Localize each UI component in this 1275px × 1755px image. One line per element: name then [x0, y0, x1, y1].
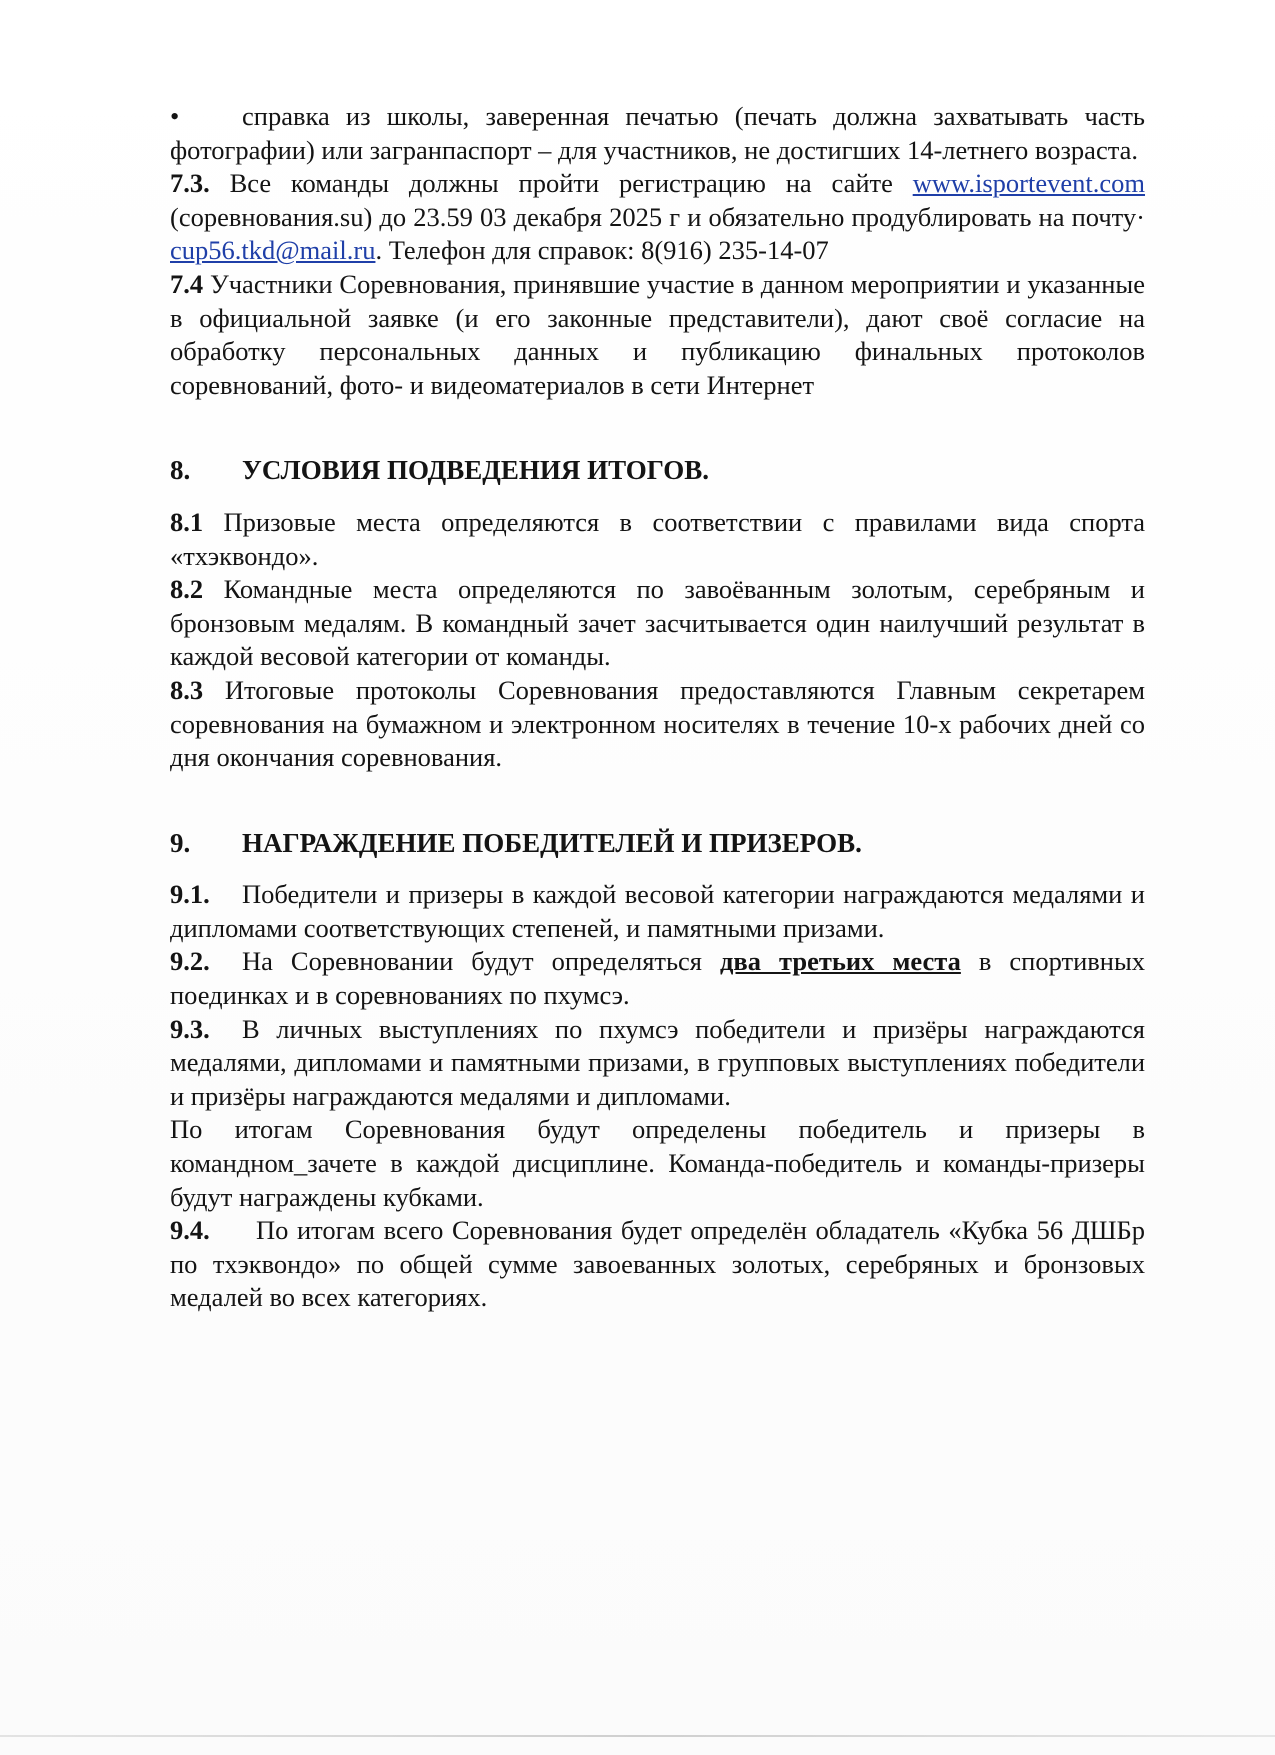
- clause-number: 9.1.: [170, 879, 210, 910]
- paragraph-8-2: [170, 573, 1145, 674]
- clause-number: 7.3.: [170, 168, 210, 199]
- clause-text: . Телефон для справок: 8(916) 235-14-07: [375, 235, 829, 266]
- paragraph-7-4: [170, 268, 1145, 402]
- paragraph-8-3: [170, 674, 1145, 775]
- clause-number: 8.2: [170, 574, 204, 605]
- paragraph-8-1: [170, 506, 1145, 573]
- section-number: 9.: [170, 827, 191, 858]
- clause-text: Командные места определяются по завоёванным золотым, серебряным и бронзовым медалям. В командный зачет засчитывается один наилучший результат в каждой весовой категории от команды.: [170, 574, 1145, 672]
- clause-text: Участники Соревнования, принявшие участие в данном мероприятии и указанные в официальной заявке (и его законные представители), дают своё согласие на обработку персональных данных и публикацию финальных протоколов соревнований, фото- и видеоматериалов в сети Интернет: [170, 268, 1146, 400]
- section-heading-8: [170, 454, 1145, 488]
- clause-number: 9.2.: [170, 946, 210, 977]
- clause-text: В личных выступлениях по пхумсэ победители и призёры награждаются медалями, дипломами и памятными призами, в групповых выступлениях победители и призёры награждаются медалями и дипломами.: [170, 1013, 1145, 1111]
- paragraph-9-1: [170, 878, 1145, 945]
- paragraph-7-3: [170, 167, 1145, 268]
- section-heading-9: [170, 827, 1145, 861]
- clause-text: (соревнования.su) до 23.59 03 декабря 2025 г и обязательно продублировать на почту·: [170, 201, 1145, 232]
- clause-text: Все команды должны пройти регистрацию на сайте: [229, 168, 893, 199]
- clause-number: 9.3.: [170, 1013, 210, 1044]
- paragraph-9-3-extra: [170, 1113, 1145, 1214]
- bullet-text: справка из школы, заверенная печатью (печать должна захватывать часть фотографии) или загранпаспорт – для участников, не достигших 14-летнего возраста.: [170, 101, 1145, 165]
- clause-number: 7.4: [170, 268, 204, 299]
- paragraph-9-3: [170, 1013, 1145, 1114]
- email-link[interactable]: cup56.tkd@mail.ru: [170, 235, 376, 266]
- section-title: УСЛОВИЯ ПОДВЕДЕНИЯ ИТОГОВ.: [242, 455, 710, 486]
- section-number: 8.: [170, 455, 191, 486]
- clause-text: На Соревновании будут определяться: [242, 946, 702, 977]
- clause-text: Призовые места определяются в соответствии с правилами вида спорта «тхэквондо».: [170, 506, 1146, 571]
- clause-number: 8.1: [170, 506, 204, 537]
- document-body: [170, 100, 1145, 1315]
- website-link[interactable]: www.isportevent.com: [912, 168, 1146, 199]
- clause-text: Победители и призеры в каждой весовой категории награждаются медалями и дипломами соответствующих степеней, и памятными призами.: [170, 879, 1145, 943]
- scan-edge-line: [0, 1735, 1275, 1737]
- clause-number: 8.3: [170, 674, 204, 705]
- clause-number: 9.4.: [170, 1215, 210, 1246]
- emphasis-text: два третьих места: [720, 946, 961, 977]
- bullet-item-passport: [170, 100, 1145, 167]
- clause-text: По итогам всего Соревнования будет определён обладатель «Кубка 56 ДШБр по тхэквондо» по общей сумме завоеванных золотых, серебряных и бронзовых медалей во всех категориях.: [170, 1215, 1145, 1313]
- clause-text: Итоговые протоколы Соревнования предоставляются Главным секретарем соревнования на бумажном и электронном носителях в течение 10-х рабочих дней со дня окончания соревнования.: [170, 674, 1145, 773]
- clause-text: в спортивных поединках и в соревнованиях по пхумсэ.: [170, 946, 1146, 1011]
- section-title: НАГРАЖДЕНИЕ ПОБЕДИТЕЛЕЙ И ПРИЗЕРОВ.: [242, 827, 862, 858]
- paragraph-9-2: [170, 945, 1145, 1012]
- clause-text: По итогам Соревнования будут определены победитель и призеры в командном_зачете в каждой дисциплине. Команда-победитель и команды-призеры будут награждены кубками.: [170, 1114, 1145, 1212]
- bullet-icon: •: [170, 101, 180, 131]
- paragraph-9-4: [170, 1214, 1145, 1315]
